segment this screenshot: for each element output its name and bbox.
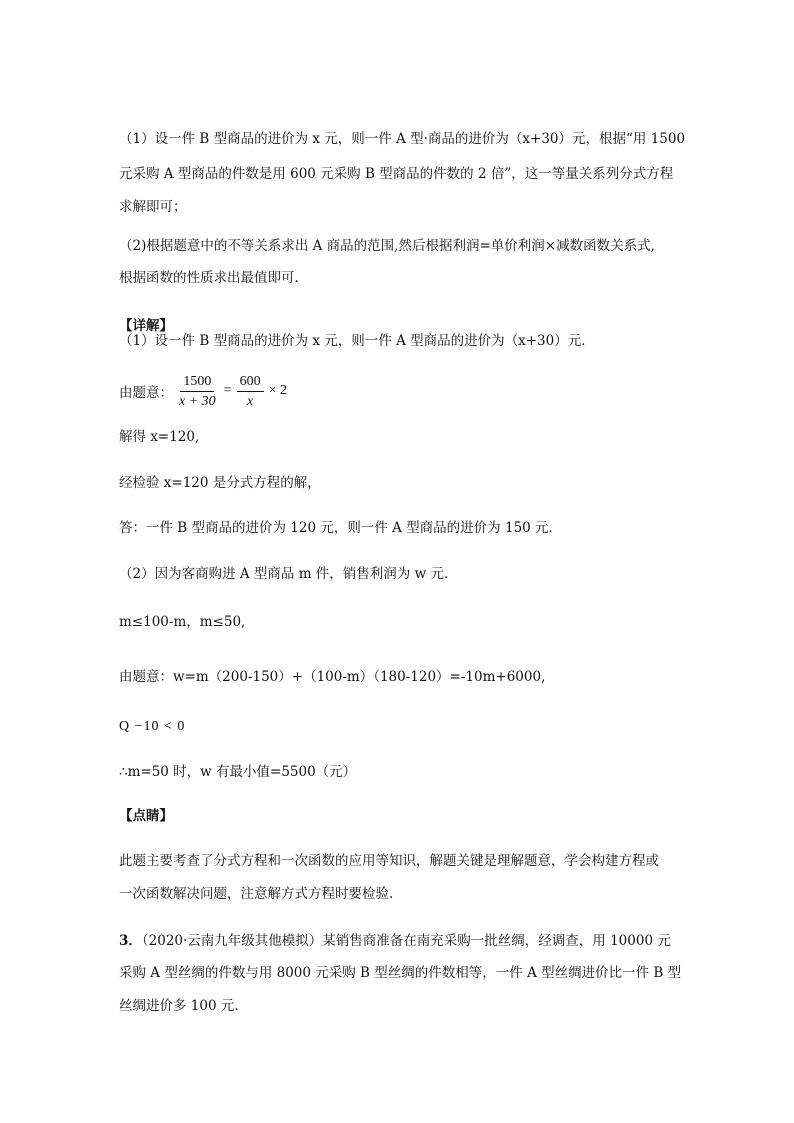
equals-sign: = [223, 383, 232, 398]
detail-step3: 经检验 x=120 是分式方程的解， [119, 475, 321, 491]
detail-conclusion: ∴m=50 时，w 有最小值=5500（元） [119, 764, 357, 780]
equation-line [119, 367, 289, 415]
detail-step2: 解得 x=120, [119, 429, 200, 445]
detail-inequality: m≤100-m，m≤50, [119, 614, 246, 630]
detail-profit-function: 由题意：w=m（200-150）+（100-m）（180-120）=-10m+6000, [119, 669, 546, 685]
problem3-number: 3． [119, 933, 142, 949]
detail-heading: 【详解】 [119, 318, 173, 334]
detail-step5: （2）因为客商购进 A 型商品 m 件，销售利润为 w 元． [119, 566, 458, 582]
comment-heading: 【点睛】 [119, 808, 173, 824]
times-two: × 2 [268, 383, 287, 398]
fraction-right [237, 373, 264, 410]
problem3-line2: 采购 A 型丝绸的件数与用 8000 元采购 B 型丝绸的件数相等，一件 A 型丝绸进价比一件 B 型 [119, 965, 682, 981]
analysis-p1-line1: （1）设一件 B 型商品的进价为 x 元，则一件 A 型·商品的进价为（x+30）元，根据“用 1500 [119, 131, 686, 147]
analysis-p2-line2: 根据函数的性质求出最值即可. [119, 270, 299, 286]
analysis-p2-line1: （2)根据题意中的不等关系求出 A 商品的范围,然后根据利润=单价利润×减数函数关系式, [119, 238, 655, 254]
fraction-right-denominator: x [246, 393, 254, 409]
analysis-p1-line2: 元采购 A 型商品的件数是用 600 元采购 B 型商品的件数的 2 倍”，这一等量关系列分式方程 [119, 166, 674, 182]
comment-line2: 一次函数解决问题，注意解方式方程时要检验. [119, 886, 394, 902]
problem3-line1-text: （2020·云南九年级其他模拟）某销售商准备在南充采购一批丝绸，经调查，用 10000 元 [141, 933, 671, 949]
fraction-left [176, 373, 219, 410]
analysis-p1-line3: 求解即可； [119, 199, 187, 215]
fraction-right-numerator: 600 [237, 373, 264, 392]
comment-line1: 此题主要考查了分式方程和一次函数的应用等知识，解题关键是理解题意，学会构建方程或 [119, 853, 659, 869]
problem3-line1 [119, 925, 679, 957]
detail-step1: （1）设一件 B 型商品的进价为 x 元，则一件 A 型商品的进价为（x+30）元． [119, 333, 595, 349]
detail-slope-check: Q −10 < 0 [119, 719, 186, 734]
detail-answer1: 答：一件 B 型商品的进价为 120 元，则一件 A 型商品的进价为 150 元． [119, 520, 563, 536]
fraction-left-numerator: 1500 [180, 373, 214, 392]
problem3-line3: 丝绸进价多 100 元． [119, 998, 248, 1014]
equation-prefix: 由题意： [119, 385, 173, 401]
fraction-left-denominator: x + 30 [179, 393, 216, 409]
